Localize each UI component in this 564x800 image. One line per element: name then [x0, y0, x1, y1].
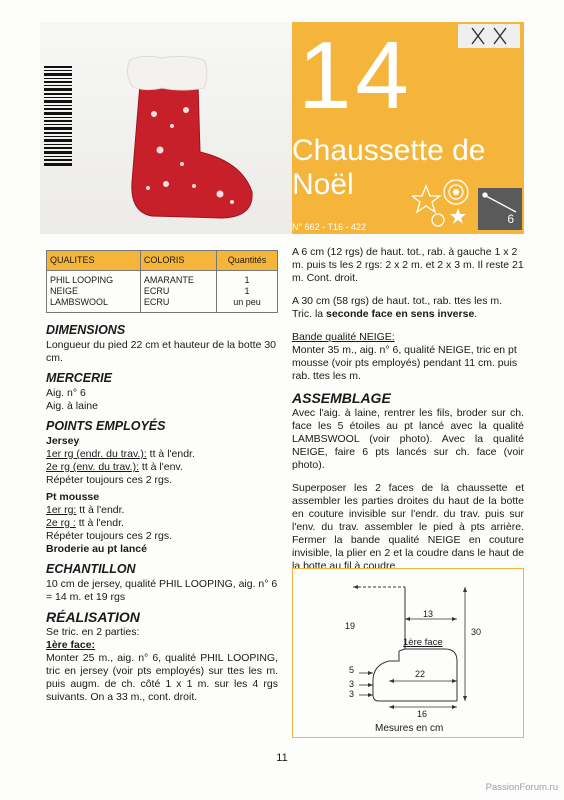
- mercerie-line: Aig. à laine: [46, 400, 98, 412]
- needles-icon: [494, 28, 506, 44]
- pattern-number: 14: [298, 22, 413, 129]
- table-row: NEIGE ECRU 1: [47, 286, 278, 297]
- mercerie-line: Aig. n° 6: [46, 387, 86, 399]
- yarn-header-qualites: QUALITES: [47, 251, 141, 271]
- left-column: [46, 250, 278, 704]
- pattern-header: [292, 22, 524, 234]
- decoration-stars-icon: [412, 172, 478, 228]
- table-row: PHIL LOOPING AMARANTE 1: [47, 271, 278, 287]
- pattern-title: Chaussette de Noël: [292, 134, 486, 201]
- bande-text: Monter 35 m., aig. n° 6, qualité NEIGE, tric en pt mousse (voir pts employés) pendant 11 cm. puis rab. ttes les m.: [292, 344, 518, 382]
- dimension-label: 5: [349, 665, 355, 675]
- dimension-label: 3: [349, 689, 355, 699]
- schematic-diagram: [292, 568, 524, 738]
- yarn-header-coloris: COLORIS: [140, 251, 216, 271]
- dimension-label: 30: [471, 627, 482, 637]
- yarn-header-quantites: Quantités: [217, 251, 278, 271]
- mousse-row-2: 2e rg : tt à l'endr.: [46, 517, 124, 529]
- yarn-table: [46, 250, 278, 313]
- jersey-repeat: Répéter toujours ces 2 rgs.: [46, 474, 173, 486]
- needles-icon: [472, 28, 484, 44]
- dimensions-heading: DIMENSIONS: [46, 323, 126, 337]
- dimension-label: 19: [345, 621, 356, 631]
- dimension-label: 13: [423, 609, 434, 619]
- echantillon-text: 10 cm de jersey, qualité PHIL LOOPING, aig. n° 6 = 14 m. et 19 rgs: [46, 578, 278, 603]
- bande-subheading: Bande qualité NEIGE:: [292, 331, 395, 343]
- shaping-paragraph: A 6 cm (12 rgs) de haut. tot., rab. à gauche 1 x 2 m. puis ts les 2 rgs: 2 x 2 m. et 2 x 3 m. Il reste 21 m. Cont. droit.: [292, 246, 524, 284]
- dimension-label: 22: [415, 669, 426, 679]
- echantillon-heading: ECHANTILLON: [46, 562, 136, 576]
- level-badge: [478, 188, 522, 230]
- watermark: PassionForum.ru: [485, 782, 558, 793]
- right-column: [292, 246, 524, 573]
- face1-subheading: 1ère face:: [46, 639, 96, 651]
- diagram-caption: Mesures en cm: [375, 723, 444, 734]
- mousse-row-1: 1er rg: tt à l'endr.: [46, 504, 125, 516]
- needles-badge: [458, 24, 520, 48]
- single-needle-icon: [483, 193, 516, 212]
- realisation-heading: RÉALISATION: [46, 609, 140, 625]
- face1-text: Monter 25 m., aig. n° 6, qualité PHIL LOOPING, tric en jersey (voir pts employés) sur ttes les m. puis augm. de ch. côté 1 x 1 m. sur les 4 rgs suivants. On a 33 m., cont. droit.: [46, 652, 278, 703]
- mousse-repeat: Répéter toujours ces 2 rgs.: [46, 530, 173, 542]
- dimension-label: 16: [417, 709, 428, 719]
- table-row: LAMBSWOOL ECRU un peu: [47, 297, 278, 313]
- mercerie-heading: MERCERIE: [46, 371, 112, 385]
- barcode: [44, 66, 74, 186]
- pattern-reference: N° 662 - T16 - 422: [292, 222, 366, 232]
- assemblage-heading: ASSEMBLAGE: [292, 390, 391, 406]
- jersey-subheading: Jersey: [46, 435, 80, 447]
- jersey-row-2: 2e rg (env. du trav.): tt à l'env.: [46, 461, 183, 473]
- second-face-paragraph: Tric. la seconde face en sens inverse.: [292, 308, 478, 320]
- bindoff-paragraph: A 30 cm (58 rgs) de haut. tot., rab. ttes les m.: [292, 295, 503, 307]
- jersey-row-1: 1er rg (endr. du trav.): tt à l'endr.: [46, 448, 195, 460]
- stocking-image: [112, 52, 262, 222]
- dimension-label: 3: [349, 679, 355, 689]
- face-label: 1ère face: [403, 637, 443, 648]
- mousse-subheading: Pt mousse: [46, 491, 100, 503]
- assemblage-paragraph-1: Avec l'aig. à laine, rentrer les fils, broder sur ch. face les 5 étoiles au pt lancé avec la qualité LAMBSWOOL (voir photo). Avec la qualité NEIGE, faire 6 pts lancés sur ch. face (voir photo).: [292, 407, 524, 471]
- level-number: 6: [507, 212, 514, 226]
- page-number: 11: [276, 752, 288, 764]
- points-heading: POINTS EMPLOYÉS: [46, 419, 166, 433]
- realisation-intro: Se tric. en 2 parties:: [46, 626, 140, 638]
- broderie-subheading: Broderie au pt lancé: [46, 543, 147, 555]
- assemblage-paragraph-2: Superposer les 2 faces de la chaussette et assembler les parties droites du haut de la botte en couture invisible sur l'endr. du trav. puis sur l'env. du trav. assembler le pied à pts arrière. Fermer la bande qualité NEIGE en couture invisible, la plier en 2 et la coudre dans le haut de la botte au fil à coudre: [292, 482, 524, 572]
- dimensions-text: Longueur du pied 22 cm et hauteur de la botte 30 cm.: [46, 339, 277, 364]
